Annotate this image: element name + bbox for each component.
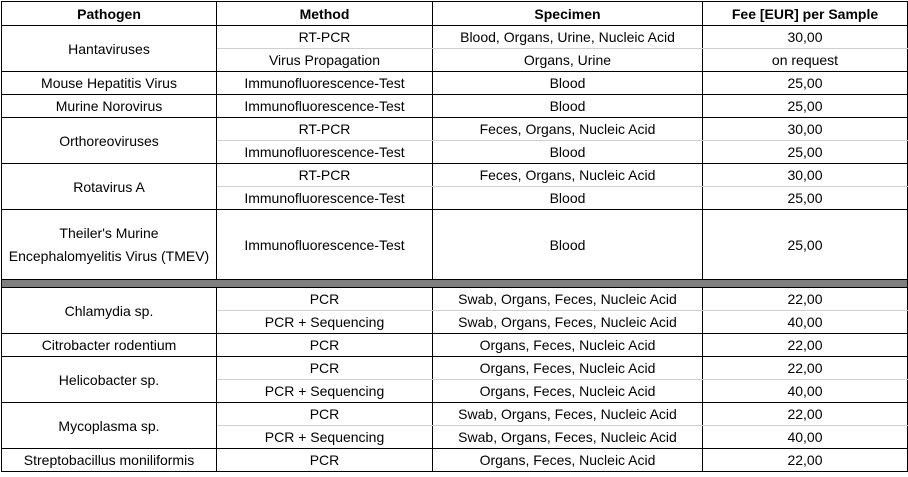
table-row [2,164,908,187]
header-method: Method [217,2,433,26]
method-cell: PCR [217,334,433,357]
method-cell: RT-PCR [217,26,433,49]
fee-cell: on request [703,49,908,72]
table-row [2,118,908,141]
pathogen-cell: Citrobacter rodentium [2,334,217,357]
table-row [2,72,908,95]
specimen-cell: Blood [433,141,703,164]
fee-cell: 40,00 [703,380,908,403]
fee-cell: 25,00 [703,210,908,280]
pathogen-cell: Chlamydia sp. [2,288,217,334]
specimen-cell: Swab, Organs, Feces, Nucleic Acid [433,426,703,449]
specimen-cell: Swab, Organs, Feces, Nucleic Acid [433,311,703,334]
table-row [2,95,908,118]
specimen-cell: Blood, Organs, Urine, Nucleic Acid [433,26,703,49]
fee-cell: 40,00 [703,426,908,449]
method-cell: Immunofluorescence-Test [217,187,433,210]
table-row [2,26,908,49]
table-row [2,403,908,426]
method-cell: Immunofluorescence-Test [217,210,433,280]
specimen-cell: Swab, Organs, Feces, Nucleic Acid [433,288,703,311]
table-header [2,2,908,26]
method-cell: Immunofluorescence-Test [217,72,433,95]
fee-cell: 30,00 [703,26,908,49]
method-cell: Immunofluorescence-Test [217,141,433,164]
specimen-cell: Organs, Feces, Nucleic Acid [433,357,703,380]
pathogen-cell: Mycoplasma sp. [2,403,217,449]
fee-cell: 22,00 [703,288,908,311]
fee-cell: 25,00 [703,141,908,164]
fee-cell: 30,00 [703,118,908,141]
specimen-cell: Blood [433,95,703,118]
fee-cell: 22,00 [703,334,908,357]
method-cell: PCR + Sequencing [217,311,433,334]
fee-cell: 22,00 [703,403,908,426]
specimen-cell: Feces, Organs, Nucleic Acid [433,118,703,141]
method-cell: Virus Propagation [217,49,433,72]
pathogen-cell: Rotavirus A [2,164,217,210]
pathogen-cell: Orthoreoviruses [2,118,217,164]
fee-cell: 25,00 [703,187,908,210]
specimen-cell: Organs, Feces, Nucleic Acid [433,449,703,472]
specimen-cell: Swab, Organs, Feces, Nucleic Acid [433,403,703,426]
table-row [2,210,908,280]
method-cell: RT-PCR [217,164,433,187]
pathogen-cell: Streptobacillus moniliformis [2,449,217,472]
fee-cell: 25,00 [703,72,908,95]
table-row [2,334,908,357]
specimen-cell: Organs, Urine [433,49,703,72]
fee-table [1,1,908,472]
pathogen-cell: Theiler's Murine Encephalomyelitis Virus (TMEV) [2,210,217,280]
specimen-cell: Organs, Feces, Nucleic Acid [433,334,703,357]
table-body [2,26,908,472]
fee-cell: 25,00 [703,95,908,118]
specimen-cell: Feces, Organs, Nucleic Acid [433,164,703,187]
fee-cell: 22,00 [703,449,908,472]
specimen-cell: Blood [433,210,703,280]
header-fee: Fee [EUR] per Sample [703,2,908,26]
method-cell: PCR [217,403,433,426]
method-cell: PCR + Sequencing [217,380,433,403]
method-cell: RT-PCR [217,118,433,141]
header-row [2,2,908,26]
table-row [2,288,908,311]
separator-bar [2,280,908,288]
fee-cell: 40,00 [703,311,908,334]
specimen-cell: Blood [433,187,703,210]
method-cell: Immunofluorescence-Test [217,95,433,118]
pathogen-cell: Mouse Hepatitis Virus [2,72,217,95]
header-pathogen: Pathogen [2,2,217,26]
table-row [2,449,908,472]
header-specimen: Specimen [433,2,703,26]
method-cell: PCR [217,357,433,380]
method-cell: PCR + Sequencing [217,426,433,449]
specimen-cell: Blood [433,72,703,95]
table-row [2,357,908,380]
fee-cell: 30,00 [703,164,908,187]
fee-cell: 22,00 [703,357,908,380]
pathogen-cell: Helicobacter sp. [2,357,217,403]
method-cell: PCR [217,288,433,311]
pathogen-cell: Hantaviruses [2,26,217,72]
section-separator [2,280,908,288]
method-cell: PCR [217,449,433,472]
specimen-cell: Organs, Feces, Nucleic Acid [433,380,703,403]
pathogen-cell: Murine Norovirus [2,95,217,118]
